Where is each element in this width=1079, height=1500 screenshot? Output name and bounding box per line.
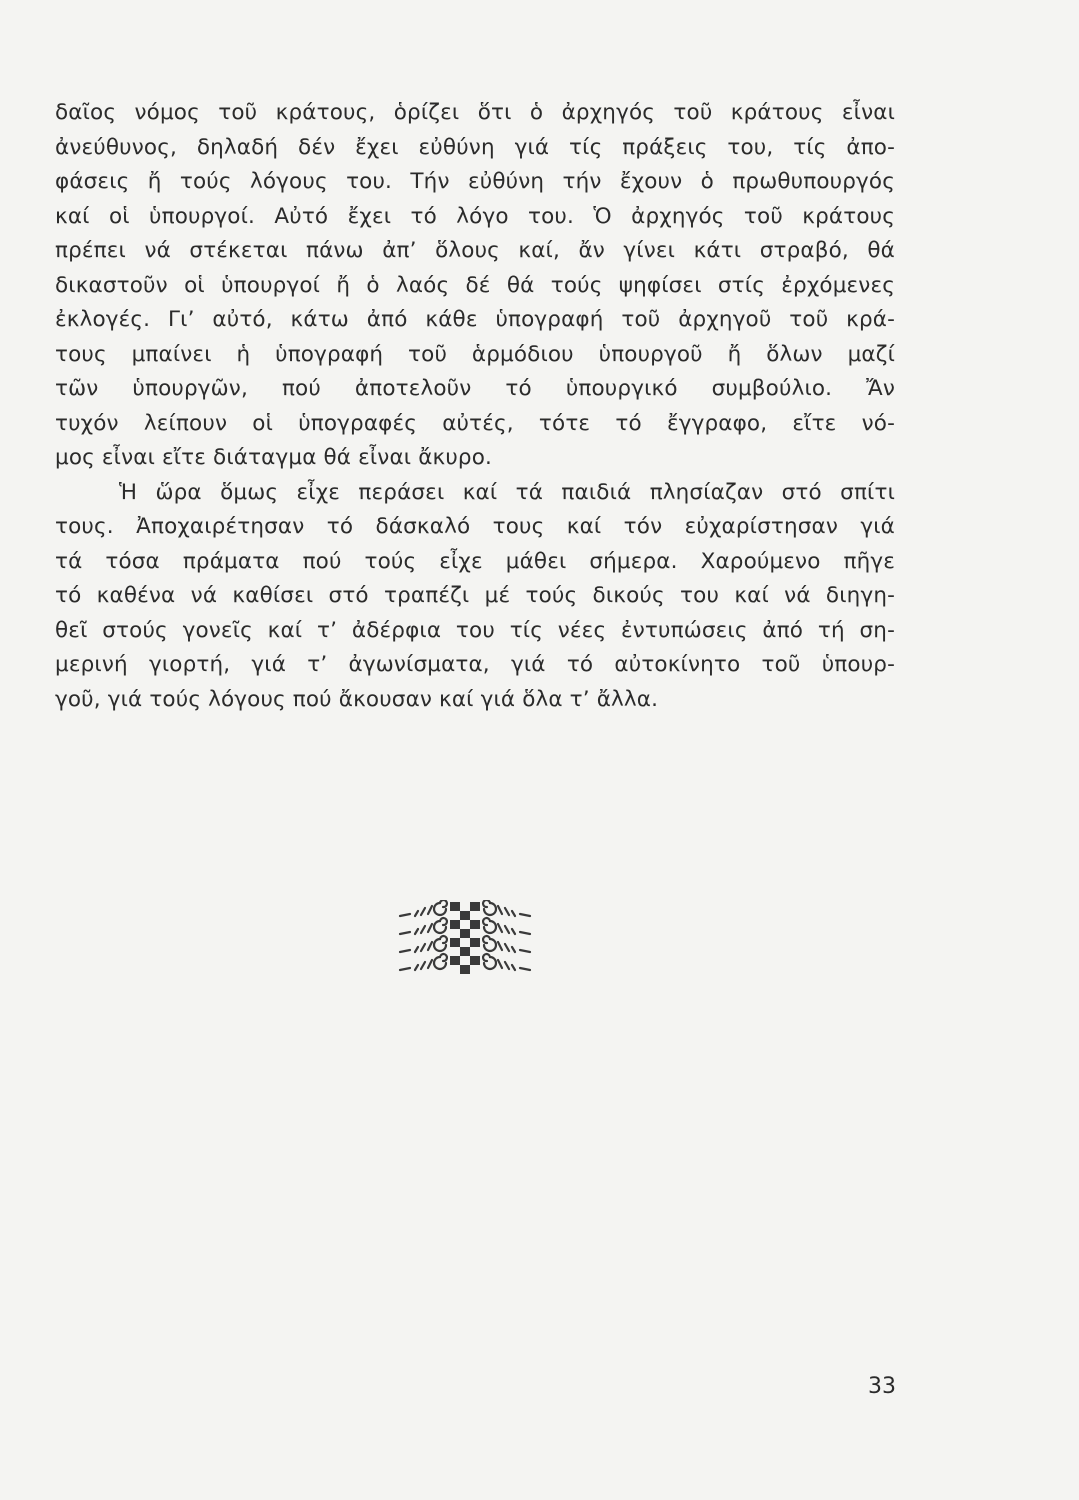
- body-text: [55, 96, 895, 717]
- text-line: δαῖος νόμος τοῦ κράτους, ὁρίζει ὅτι ὁ ἀρχηγός τοῦ κράτους εἶναι: [55, 100, 895, 125]
- page-number: 33: [868, 1374, 896, 1399]
- text-line: τῶν ὑπουργῶν, πού ἀποτελοῦν τό ὑπουργικό συμβούλιο. Ἄν: [55, 376, 895, 401]
- text-line: δικαστοῦν οἱ ὑπουργοί ἤ ὁ λαός δέ θά τούς ψηφίσει στίς ἐρχόμενες: [55, 272, 895, 298]
- text-line: θεῖ στούς γονεῖς καί τ’ ἀδέρφια του τίς νέες ἐντυπώσεις ἀπό τή ση-: [55, 617, 895, 643]
- text-line: μος εἶναι εἴτε διάταγμα θά εἶναι ἄκυρο.: [55, 445, 493, 470]
- text-line: φάσεις ἤ τούς λόγους του. Τήν εὐθύνη τήν ἔχουν ὁ πρωθυπουργός: [55, 169, 895, 194]
- text-line: Ἡ ὥρα ὅμως εἶχε περάσει καί τά παιδιά πλησίαζαν στό σπίτι: [119, 479, 895, 505]
- decorative-ornament-icon: [392, 900, 540, 976]
- text-line: τά τόσα πράματα πού τούς εἶχε μάθει σήμερα. Χαρούμενο πῆγε: [55, 548, 895, 574]
- text-line: τυχόν λείπουν οἱ ὑπογραφές αὐτές, τότε τό ἔγγραφο, εἴτε νό-: [55, 410, 895, 436]
- text-line: ἀνεύθυνος, δηλαδή δέν ἔχει εὐθύνη γιά τίς πράξεις του, τίς ἀπο-: [55, 134, 895, 160]
- text-line: γοῦ, γιά τούς λόγους πού ἄκουσαν καί γιά ὅλα τ’ ἄλλα.: [55, 686, 659, 712]
- text-line: τους μπαίνει ἡ ὑπογραφή τοῦ ἁρμόδιου ὑπουργοῦ ἤ ὅλων μαζί: [55, 341, 895, 367]
- text-line: τους. Ἀποχαιρέτησαν τό δάσκαλό τους καί τόν εὐχαρίστησαν γιά: [55, 514, 895, 539]
- text-line: καί οἱ ὑπουργοί. Αὐτό ἔχει τό λόγο του. Ὁ ἀρχηγός τοῦ κράτους: [55, 203, 895, 229]
- text-line: μερινή γιορτή, γιά τ’ ἀγωνίσματα, γιά τό αὐτοκίνητο τοῦ ὑπουρ-: [55, 652, 895, 677]
- text-line: τό καθένα νά καθίσει στό τραπέζι μέ τούς δικούς του καί νά διηγη-: [55, 583, 895, 608]
- text-line: πρέπει νά στέκεται πάνω ἀπ’ ὅλους καί, ἄν γίνει κάτι στραβό, θά: [55, 238, 895, 263]
- text-line: ἐκλογές. Γι’ αὐτό, κάτω ἀπό κάθε ὑπογραφή τοῦ ἀρχηγοῦ τοῦ κρά-: [55, 307, 895, 332]
